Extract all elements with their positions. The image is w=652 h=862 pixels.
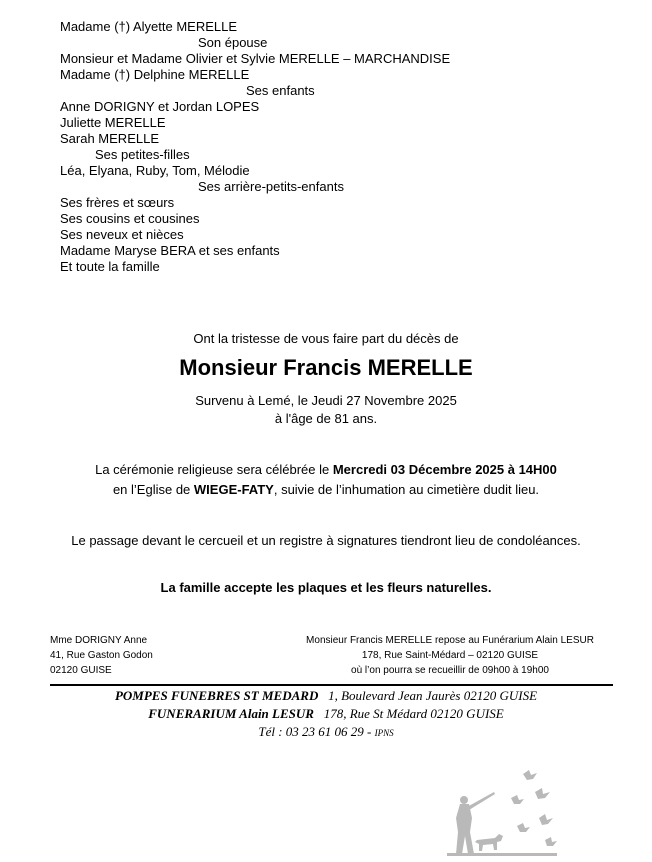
dog-shape — [475, 834, 503, 851]
family-member-line: Ses petites-filles — [95, 147, 190, 162]
ceremony-line-2-text: en l’Eglise de — [112, 482, 194, 497]
footer-pompes-funebres — [0, 688, 652, 704]
bird-3-shape — [511, 795, 524, 804]
family-member-line: Ses neveux et nièces — [60, 227, 184, 242]
contact-street: 41, Rue Gaston Godon — [50, 650, 153, 661]
hunter-head-shape — [460, 796, 468, 804]
plaques-notice: La famille accepte les plaques et les fleurs naturelles. — [160, 580, 492, 595]
family-member-line: Ses cousins et cousines — [60, 211, 200, 226]
family-member-line: Juliette MERELLE — [60, 115, 166, 130]
funerarium-address: 178, Rue St Médard 02120 GUISE — [323, 706, 504, 721]
phone-number: Tél : 03 23 61 06 29 - — [258, 724, 375, 739]
death-details — [0, 392, 652, 428]
ground-shape — [447, 853, 557, 856]
contact-city: 02120 GUISE — [50, 665, 112, 676]
contact-name: Mme DORIGNY Anne — [50, 635, 148, 646]
family-member-line: Madame (†) Delphine MERELLE — [60, 67, 250, 82]
family-member-line: Ses arrière-petits-enfants — [198, 179, 344, 194]
funerarium-name: FUNERARIUM Alain LESUR — [148, 706, 314, 721]
family-member-line: Léa, Elyana, Ruby, Tom, Mélodie — [60, 163, 250, 178]
funeral-home-note — [285, 633, 615, 678]
family-member-line: Ses enfants — [246, 83, 315, 98]
family-member-line: Ses frères et sœurs — [60, 195, 175, 210]
funeral-home-line-1: Monsieur Francis MERELLE repose au Funérarium Alain LESUR — [306, 635, 594, 646]
funeral-home-line-3: où l’on pourra se recueillir de 09h00 à 19h00 — [351, 665, 549, 676]
bird-6-shape — [545, 837, 557, 846]
pf-company-address: 1, Boulevard Jean Jaurès 02120 GUISE — [328, 688, 538, 703]
footer-funerarium — [0, 706, 652, 722]
ceremony-line-2-suffix: , suivie de l’inhumation au cimetière dudit lieu. — [273, 482, 540, 497]
family-list — [60, 19, 450, 275]
age-line: à l'âge de 81 ans. — [274, 411, 378, 426]
bird-1-shape — [523, 770, 537, 780]
footer-phone — [0, 724, 652, 740]
ceremony-line-1 — [0, 460, 652, 480]
family-member-line: Sarah MERELLE — [60, 131, 159, 146]
bird-2-shape — [535, 788, 550, 799]
death-line: Survenu à Lemé, le Jeudi 27 Novembre 2025 — [195, 393, 457, 408]
funeral-home-line-2: 178, Rue Saint-Médard – 02120 GUISE — [361, 650, 539, 661]
family-member-line: Anne DORIGNY et Jordan LOPES — [60, 99, 260, 114]
bird-5-shape — [517, 823, 530, 832]
footer-divider — [50, 684, 613, 686]
bird-4-shape — [539, 814, 553, 825]
family-member-line: Madame (†) Alyette MERELLE — [60, 19, 238, 34]
family-member-line: Monsieur et Madame Olivier et Sylvie MERELLE – MARCHANDISE — [60, 51, 451, 66]
ceremony-line-1-text: La cérémonie religieuse sera célébrée le — [95, 462, 333, 477]
deceased-name: Monsieur Francis MERELLE — [179, 355, 473, 380]
ceremony-info — [0, 460, 652, 500]
family-member-line: Et toute la famille — [60, 259, 160, 274]
contact-address — [50, 633, 153, 678]
hunter-logo-icon — [447, 770, 557, 856]
ipns-label: IPNS — [374, 728, 394, 738]
hunter-body-shape — [456, 804, 474, 854]
church-name: WIEGE-FATY — [193, 482, 274, 497]
ceremony-line-2 — [0, 480, 652, 500]
ceremony-date: Mercredi 03 Décembre 2025 à 14H00 — [332, 462, 557, 477]
passage-notice: Le passage devant le cercueil et un registre à signatures tiendront lieu de condoléances. — [71, 533, 581, 548]
intro-text: Ont la tristesse de vous faire part du décès de — [193, 331, 459, 346]
family-member-line: Son épouse — [198, 35, 268, 50]
pf-company-name: POMPES FUNEBRES ST MEDARD — [114, 688, 319, 703]
hunter-rifle-shape — [467, 792, 495, 810]
family-member-line: Madame Maryse BERA et ses enfants — [60, 243, 280, 258]
